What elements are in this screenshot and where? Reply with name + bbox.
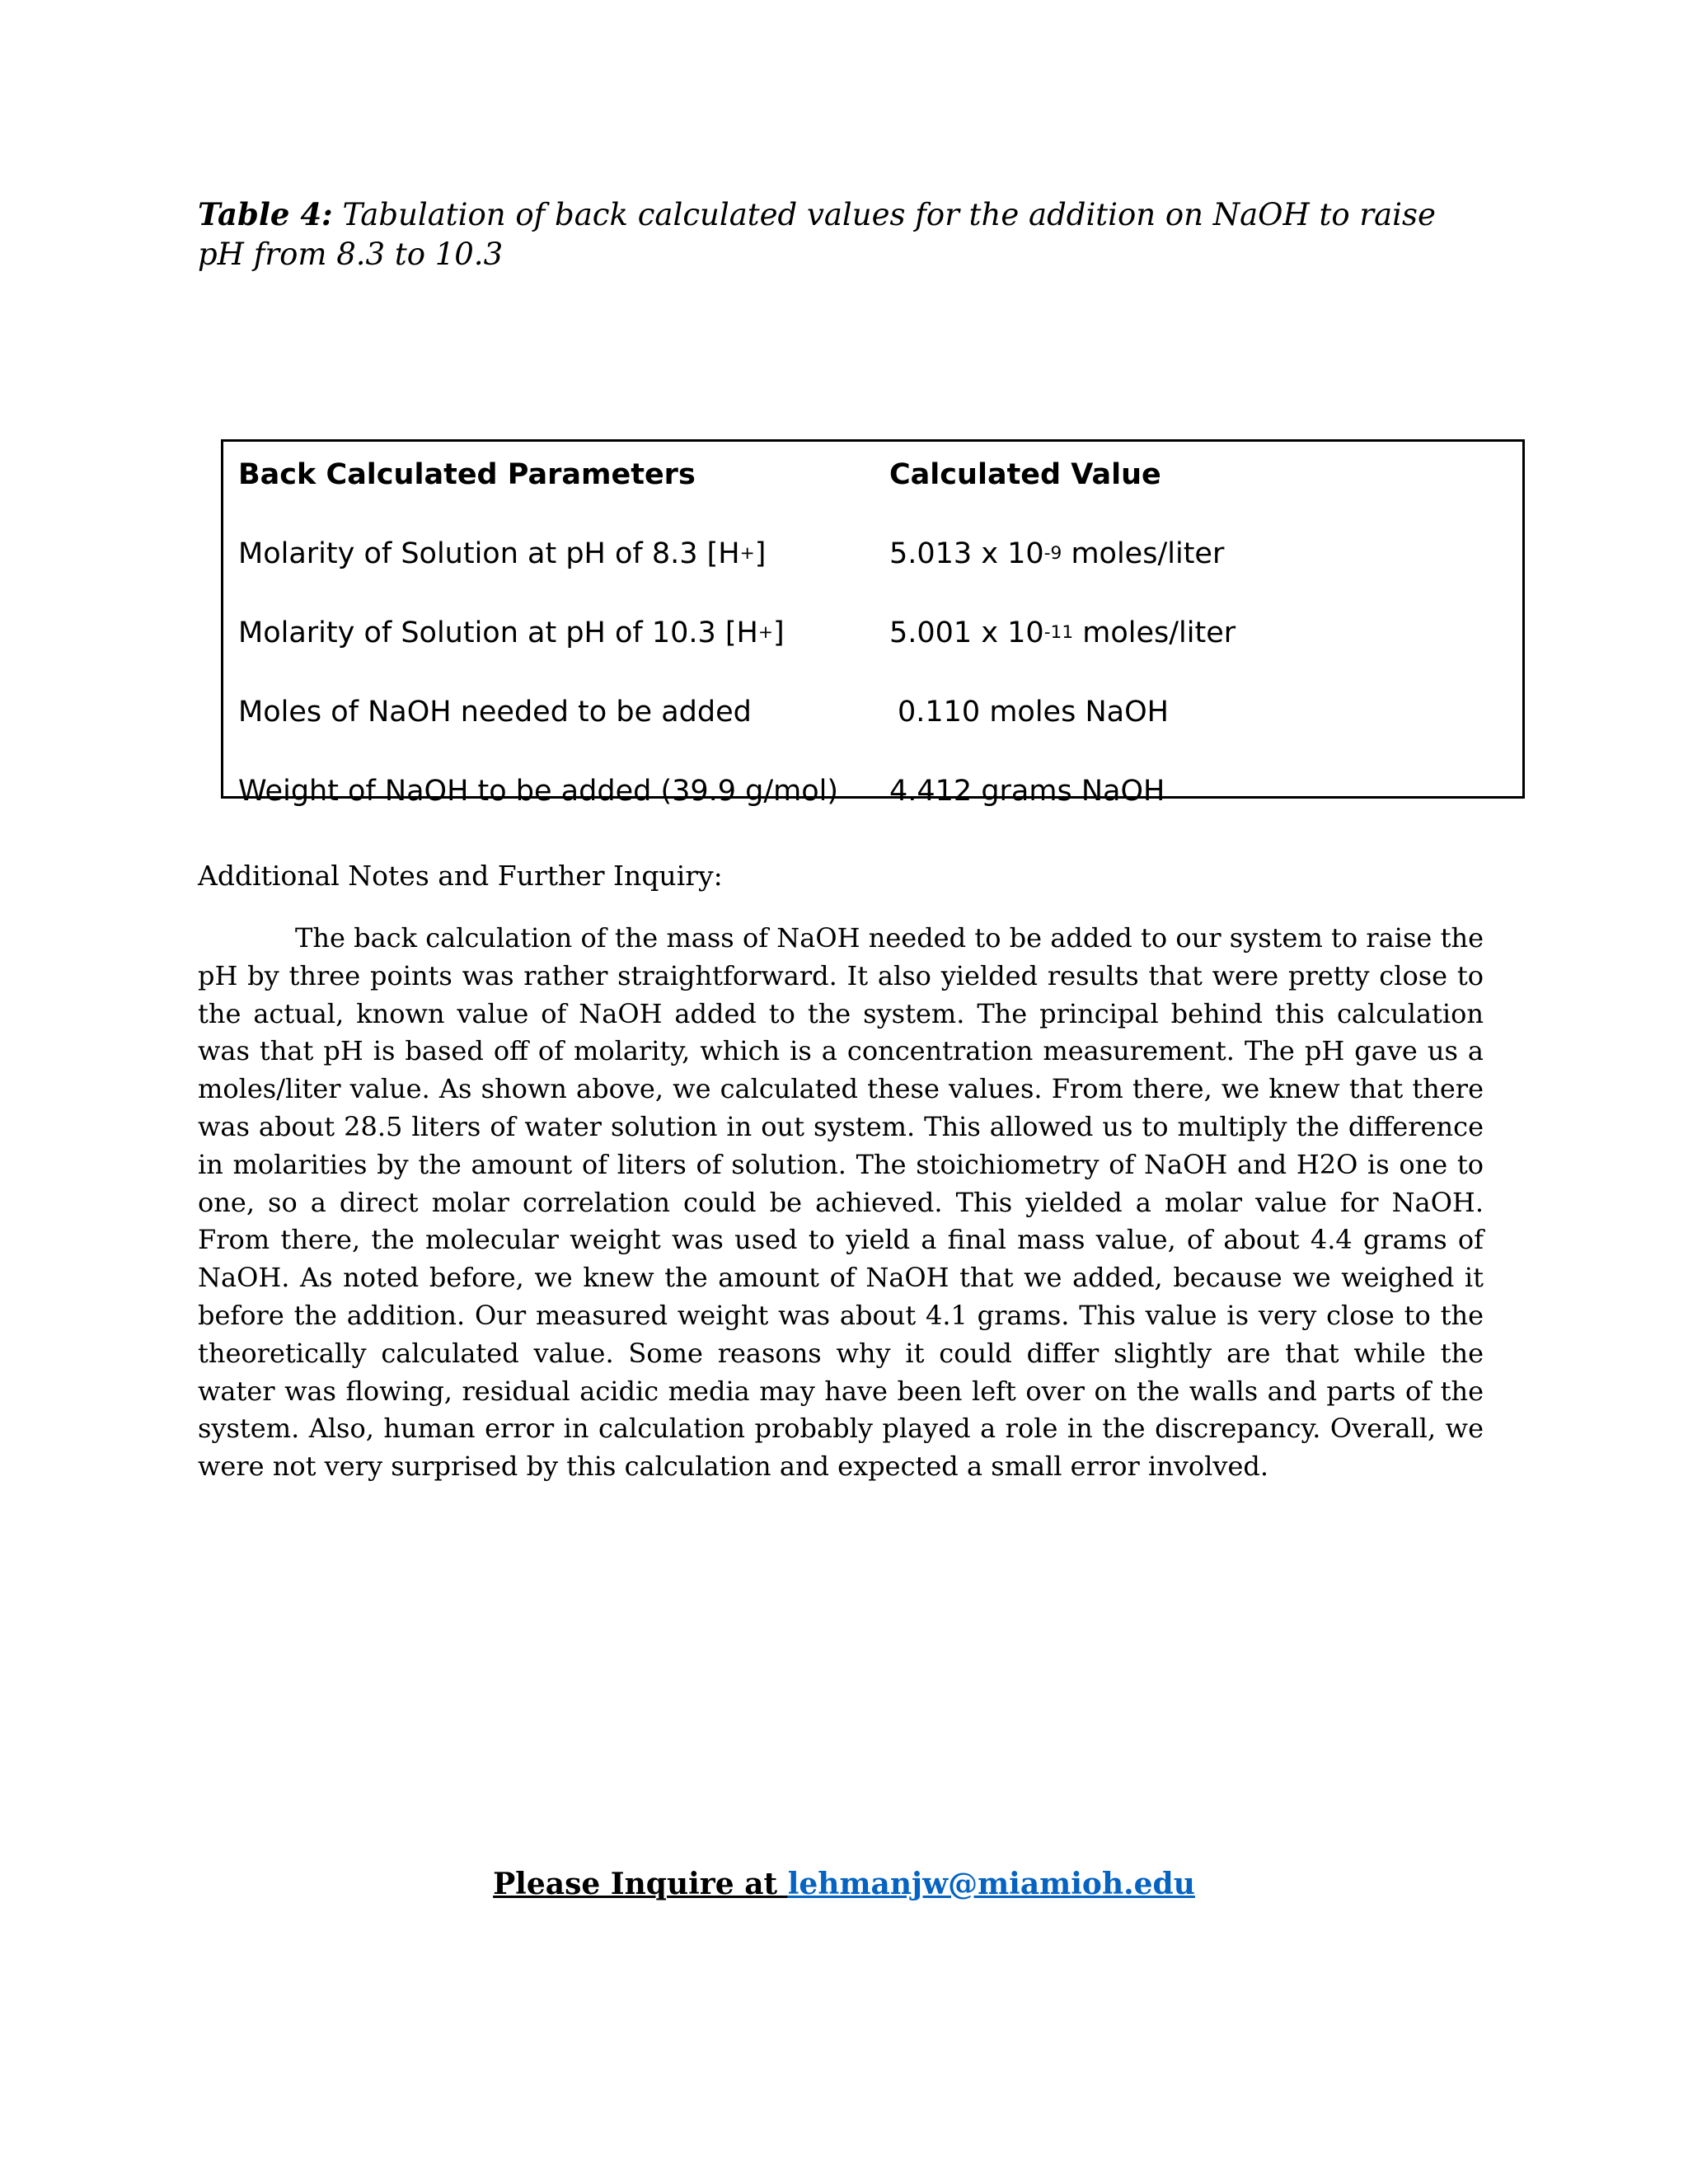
row-1-parameter	[238, 536, 766, 572]
row-1-param-text: Molarity of Solution at pH of 8.3 [H	[238, 537, 740, 570]
row-1-param-end: ]	[754, 537, 767, 570]
caption-lead: Table 4:	[198, 196, 333, 232]
table-caption	[198, 194, 1484, 274]
row-2-val-post: moles/liter	[1073, 616, 1236, 649]
row-1-val-post: moles/liter	[1062, 537, 1225, 570]
row-2-param-sup: +	[757, 621, 774, 643]
row-1-value	[889, 536, 1224, 572]
row-1-val-sup: -9	[1043, 542, 1062, 564]
row-2-param-end: ]	[773, 616, 785, 649]
caption-text: Tabulation of back calculated values for the addition on NaOH to raise pH from 8.3 to 10.3	[198, 197, 1436, 272]
header-parameters: Back Calculated Parameters	[238, 458, 696, 491]
row-1-val-pre: 5.013 x 10	[889, 537, 1044, 570]
row-2-val-pre: 5.001 x 10	[889, 616, 1044, 649]
row-2-parameter	[238, 615, 785, 651]
results-table	[221, 439, 1525, 808]
row-3-parameter: Moles of NaOH needed to be added	[238, 696, 752, 729]
row-3-value: 0.110 moles NaOH	[898, 696, 1169, 729]
row-4-value: 4.412 grams NaOH	[889, 775, 1165, 808]
notes-paragraph: The back calculation of the mass of NaOH needed to be added to our system to raise the pH by three points was rather straightforward. It also yielded results that were pretty close to the actual, known value of NaOH added to the system. The principal behind this calculation was that pH is based off of molarity, which is a concentration measurement. The pH gave us a moles/liter value. As shown above, we calculated these values. From there, we knew that there was about 28.5 liters of water solution in out system. This allowed us to multiply the difference in molarities by the amount of liters of solution. The stoichiometry of NaOH and H2O is one to one, so a direct molar correlation could be achieved. This yielded a molar value for NaOH. From there, the molecular weight was used to yield a final mass value, of about 4.4 grams of NaOH. As noted before, we knew the amount of NaOH that we added, because we weighed it before the addition. Our measured weight was about 4.1 grams. This value is very close to the theoretically calculated value. Some reasons why it could differ slightly are that while the water was flowing, residual acidic media may have been left over on the walls and parts of the system. Also, human error in calculation probably played a role in the discrepancy. Overall, we were not very surprised by this calculation and expected a small error involved.	[198, 922, 1484, 1483]
notes-heading: Additional Notes and Further Inquiry:	[198, 860, 723, 892]
email-link[interactable]: lehmanjw@miamioh.edu	[787, 1867, 1195, 1901]
row-2-value	[889, 615, 1236, 651]
row-2-param-text: Molarity of Solution at pH of 10.3 [H	[238, 616, 758, 649]
row-4-parameter: Weight of NaOH to be added (39.9 g/mol)	[238, 775, 839, 808]
header-value: Calculated Value	[889, 458, 1161, 491]
row-1-param-sup: +	[739, 542, 755, 564]
inquire-label: Please Inquire at	[493, 1867, 788, 1901]
contact-footer	[0, 1864, 1688, 1904]
row-2-val-sup: -11	[1043, 621, 1074, 643]
